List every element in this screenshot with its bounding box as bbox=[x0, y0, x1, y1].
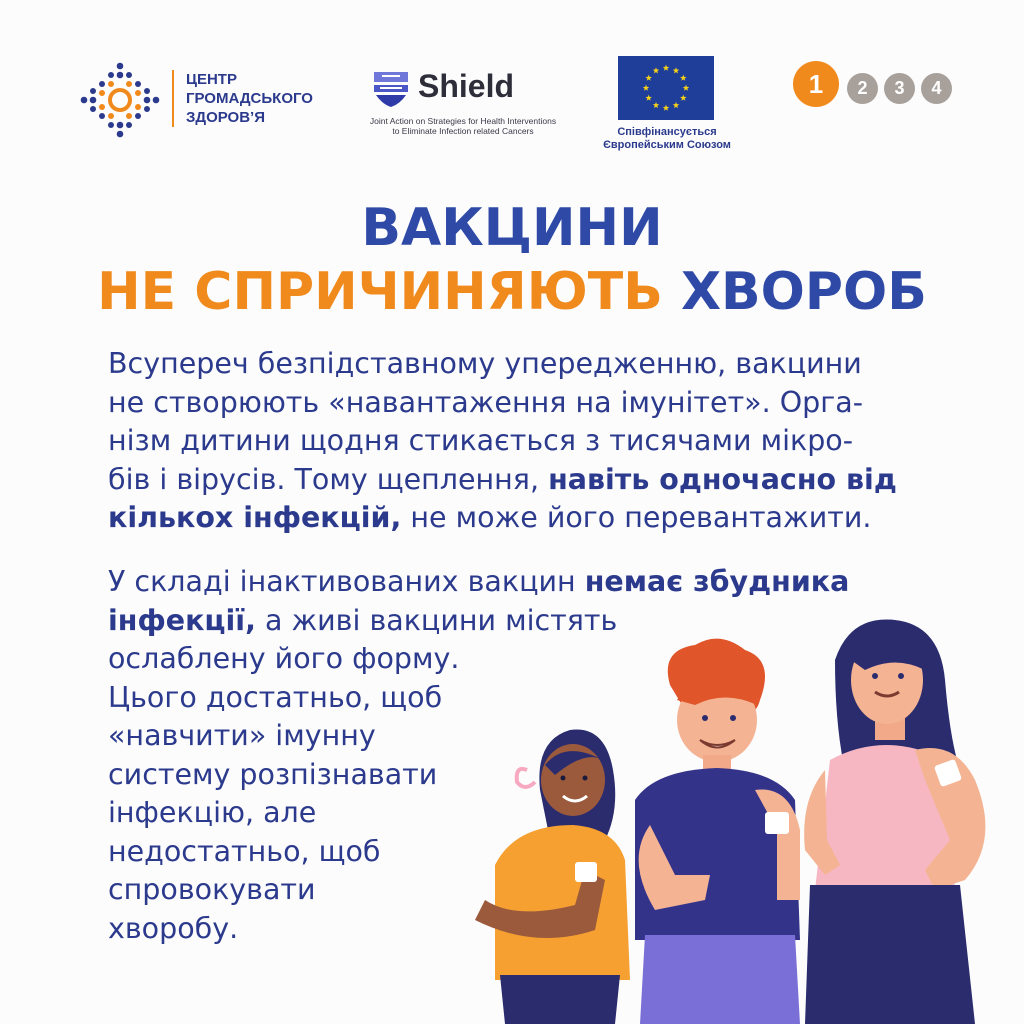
eu-caption-line-1: Співфінансується bbox=[617, 126, 717, 138]
p1-line-2: не створюють «навантаження на імунітет». Орга- bbox=[108, 385, 863, 419]
eu-flag-icon bbox=[618, 56, 714, 120]
shield-subtitle-line-2: to Eliminate Infection related Cancers bbox=[392, 126, 534, 136]
org-name-line-2: ГРОМАДСЬКОГО bbox=[186, 90, 313, 107]
shield-subtitle-line-1: Joint Action on Strategies for Health Interventions bbox=[369, 116, 557, 126]
p2-line-1-bold: немає збудника bbox=[584, 565, 850, 598]
p2-line-9: спровокувати bbox=[108, 873, 316, 906]
shield-logo-name: Shield bbox=[418, 68, 515, 104]
boy-figure bbox=[635, 639, 800, 1024]
p2-line-3: ослаблену його форму. bbox=[108, 642, 460, 675]
p1-line-4-text: бів і вірусів. Тому щеплення, bbox=[108, 462, 549, 496]
p2-line-2-text: а живі вакцини містять bbox=[255, 603, 618, 637]
page-title-line-2 bbox=[0, 262, 1024, 322]
p1-line-5-text: не може його перевантажити. bbox=[401, 501, 872, 534]
p1-line-1: Всупереч безпідставному упередженню, вакцини bbox=[108, 347, 862, 380]
page-title-line-1: ВАКЦИНИ bbox=[361, 198, 663, 258]
p1-line-5-bold: кількох інфекцій, bbox=[108, 501, 402, 534]
shield-logo-subtitle bbox=[344, 116, 582, 136]
p1-line-4 bbox=[108, 461, 897, 500]
page-indicator-1[interactable]: 1 bbox=[793, 61, 839, 107]
p2-line-5: «навчити» імунну bbox=[108, 719, 376, 752]
title-blue-part: ХВОРОБ bbox=[680, 262, 927, 322]
p1-line-3: нізм дитини щодня стикається з тисячами мікро- bbox=[108, 424, 854, 457]
paragraph-1 bbox=[108, 345, 897, 538]
shield-logo-icon bbox=[370, 68, 414, 108]
vaccinated-people-illustration bbox=[455, 600, 1024, 1024]
p2-line-8: недостатньо, щоб bbox=[108, 834, 381, 868]
p2-line-2-bold: інфекції, bbox=[108, 603, 256, 637]
p1-line-5 bbox=[108, 499, 897, 538]
p2-line-4: Цього достатньо, щоб bbox=[108, 680, 443, 714]
p1-line-4-bold: навіть одночасно від bbox=[548, 462, 897, 496]
p2-line-1 bbox=[108, 563, 849, 602]
page-indicator-2[interactable]: 2 bbox=[847, 73, 878, 104]
title-orange-part: НЕ СПРИЧИНЯЮТЬ bbox=[97, 262, 663, 322]
org-name-line-3: ЗДОРОВ’Я bbox=[186, 109, 266, 126]
p2-line-10: хворобу. bbox=[108, 911, 239, 945]
girl-figure bbox=[475, 730, 630, 1024]
page-indicator-4[interactable]: 4 bbox=[921, 73, 952, 104]
eu-caption-line-2: Європейським Союзом bbox=[603, 139, 731, 151]
eu-cofunded-caption bbox=[590, 126, 744, 152]
p2-line-6: систему розпізнавати bbox=[108, 757, 438, 791]
page-indicator-3[interactable]: 3 bbox=[884, 73, 915, 104]
p2-line-1-text: У складі інактивованих вакцин bbox=[108, 565, 585, 598]
public-health-center-logo-icon bbox=[80, 62, 160, 138]
org-name-line-1: ЦЕНТР bbox=[186, 71, 237, 88]
public-health-center-logo-text bbox=[172, 70, 346, 127]
p2-line-7: інфекцію, але bbox=[108, 796, 317, 829]
woman-figure bbox=[804, 620, 985, 1024]
